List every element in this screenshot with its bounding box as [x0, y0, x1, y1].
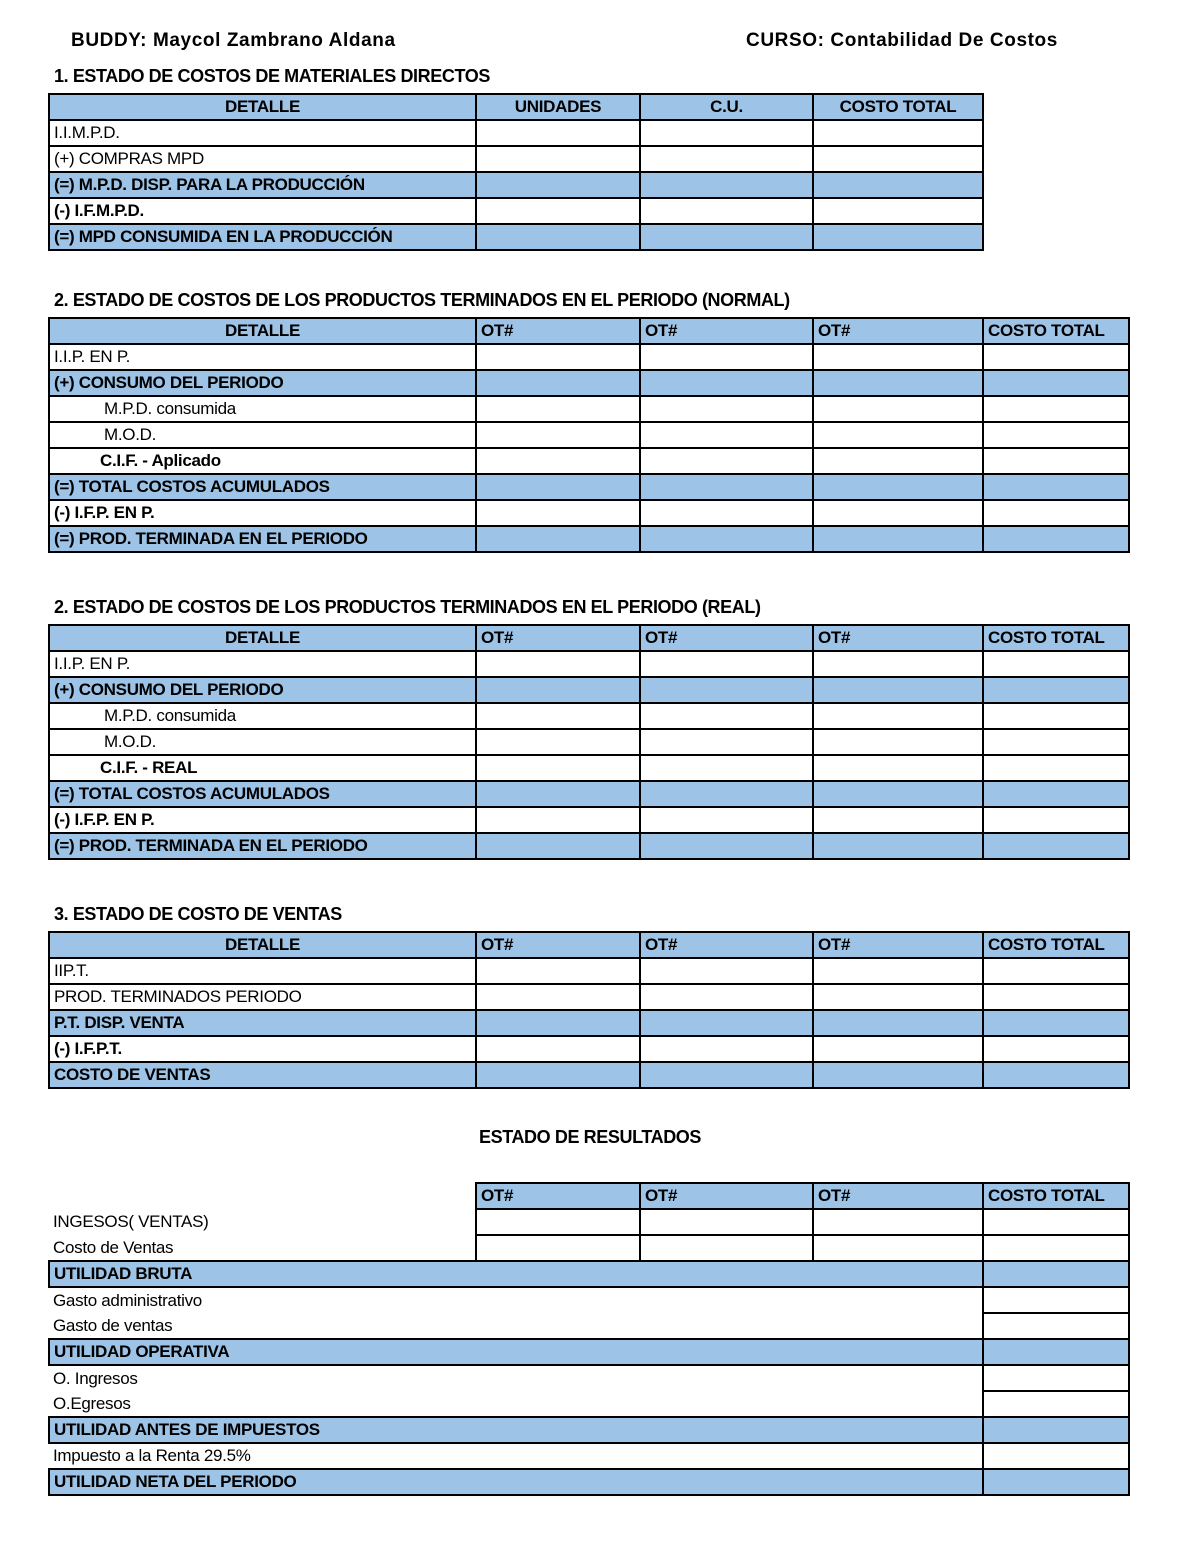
- cell[interactable]: [640, 526, 813, 552]
- cell[interactable]: [476, 146, 640, 172]
- income-statement-table: [48, 1182, 1130, 1496]
- cell[interactable]: [813, 448, 983, 474]
- cell[interactable]: [640, 344, 813, 370]
- cell[interactable]: [813, 146, 983, 172]
- table-header-row: [49, 625, 1129, 651]
- section-2-normal-title: 2. ESTADO DE COSTOS DE LOS PRODUCTOS TERMINADOS EN EL PERIODO (NORMAL): [54, 290, 790, 310]
- cell[interactable]: [476, 396, 640, 422]
- row-label: C.I.F. - REAL: [49, 755, 476, 781]
- row-label: (=) M.P.D. DISP. PARA LA PRODUCCIÓN: [49, 172, 476, 198]
- section-2-real-title: 2. ESTADO DE COSTOS DE LOS PRODUCTOS TERMINADOS EN EL PERIODO (REAL): [54, 597, 761, 617]
- table-row: [49, 172, 983, 198]
- cell[interactable]: [983, 1062, 1129, 1088]
- cell[interactable]: [640, 120, 813, 146]
- cell[interactable]: [640, 422, 813, 448]
- cost-of-sales-table: [48, 931, 1130, 1089]
- cell[interactable]: [983, 677, 1129, 703]
- cell[interactable]: [640, 677, 813, 703]
- col-header: COSTO TOTAL: [983, 1183, 1129, 1209]
- row-label: I.I.P. EN P.: [49, 344, 476, 370]
- col-header: C.U.: [640, 94, 813, 120]
- cell[interactable]: [476, 958, 640, 984]
- table-row: [49, 781, 1129, 807]
- row-label: (+) CONSUMO DEL PERIODO: [49, 677, 476, 703]
- cell[interactable]: [813, 1235, 983, 1261]
- buddy-label: BUDDY: Maycol Zambrano Aldana: [71, 30, 396, 51]
- cell[interactable]: [983, 1313, 1129, 1339]
- cell[interactable]: [476, 1209, 640, 1235]
- cell[interactable]: [813, 172, 983, 198]
- table-row: [49, 1287, 1129, 1313]
- section-1-title: 1. ESTADO DE COSTOS DE MATERIALES DIRECTOS: [54, 66, 490, 86]
- cell[interactable]: [813, 1062, 983, 1088]
- row-label: UTILIDAD BRUTA: [49, 1261, 983, 1287]
- cell[interactable]: [813, 344, 983, 370]
- table-row: [49, 651, 1129, 677]
- col-header: OT#: [640, 1183, 813, 1209]
- table-row: [49, 146, 983, 172]
- table-row: [49, 500, 1129, 526]
- cell[interactable]: [983, 833, 1129, 859]
- row-label: I.I.P. EN P.: [49, 651, 476, 677]
- cell[interactable]: [983, 1469, 1129, 1495]
- cell[interactable]: [983, 1209, 1129, 1235]
- cell[interactable]: [640, 833, 813, 859]
- cell[interactable]: [476, 781, 640, 807]
- table-row: [49, 1036, 1129, 1062]
- cell[interactable]: [983, 703, 1129, 729]
- col-header: OT#: [640, 625, 813, 651]
- row-label: INGESOS( VENTAS): [53, 1212, 209, 1231]
- cell[interactable]: [983, 1443, 1129, 1469]
- cell[interactable]: [640, 172, 813, 198]
- cell[interactable]: [640, 500, 813, 526]
- cell[interactable]: [640, 781, 813, 807]
- cell[interactable]: [983, 344, 1129, 370]
- cell[interactable]: [983, 651, 1129, 677]
- table-header-row: [49, 318, 1129, 344]
- cell[interactable]: [983, 1417, 1129, 1443]
- cell[interactable]: [813, 198, 983, 224]
- cell[interactable]: [813, 984, 983, 1010]
- table-row: [49, 370, 1129, 396]
- cell[interactable]: [813, 422, 983, 448]
- row-label: PROD. TERMINADOS PERIODO: [49, 984, 476, 1010]
- cell[interactable]: [983, 526, 1129, 552]
- table-row: [49, 958, 1129, 984]
- row-label: UTILIDAD OPERATIVA: [49, 1339, 983, 1365]
- row-label: M.P.D. consumida: [49, 703, 476, 729]
- cell[interactable]: [476, 1010, 640, 1036]
- cell[interactable]: [813, 474, 983, 500]
- table-row: [49, 833, 1129, 859]
- row-label: (-) I.F.P. EN P.: [49, 500, 476, 526]
- cell[interactable]: [476, 833, 640, 859]
- finished-goods-real-table: [48, 624, 1130, 860]
- col-header: COSTO TOTAL: [813, 94, 983, 120]
- col-header: COSTO TOTAL: [983, 318, 1129, 344]
- table-row: [49, 677, 1129, 703]
- cell[interactable]: [640, 984, 813, 1010]
- row-label: (=) TOTAL COSTOS ACUMULADOS: [49, 474, 476, 500]
- row-label: C.I.F. - Aplicado: [49, 448, 476, 474]
- table-row: [49, 422, 1129, 448]
- cell[interactable]: [983, 1365, 1129, 1391]
- cell[interactable]: [640, 755, 813, 781]
- table-row: [49, 1261, 1129, 1287]
- cell[interactable]: [640, 370, 813, 396]
- row-label: Gasto de ventas: [53, 1315, 173, 1335]
- cell[interactable]: [813, 729, 983, 755]
- blank-cell: [49, 1183, 476, 1209]
- table-row: [49, 1010, 1129, 1036]
- row-label: (-) I.F.P.T.: [49, 1036, 476, 1062]
- cell[interactable]: [983, 1339, 1129, 1365]
- row-label: (-) I.F.M.P.D.: [49, 198, 476, 224]
- table-row: [49, 1417, 1129, 1443]
- cell[interactable]: [476, 500, 640, 526]
- table-row: [49, 474, 1129, 500]
- table-row: [49, 1365, 1129, 1391]
- cell[interactable]: [476, 1235, 640, 1261]
- table-header-row: [49, 1183, 1129, 1209]
- table-row: [49, 1469, 1129, 1495]
- cell[interactable]: [983, 984, 1129, 1010]
- table-row: [49, 1391, 1129, 1417]
- cell[interactable]: [813, 958, 983, 984]
- cell[interactable]: [640, 1209, 813, 1235]
- section-3-title: 3. ESTADO DE COSTO DE VENTAS: [54, 904, 342, 924]
- row-label: (+) CONSUMO DEL PERIODO: [49, 370, 476, 396]
- cell[interactable]: [640, 474, 813, 500]
- cell[interactable]: [476, 474, 640, 500]
- row-label: P.T. DISP. VENTA: [49, 1010, 476, 1036]
- cell[interactable]: [983, 1036, 1129, 1062]
- cell[interactable]: [640, 448, 813, 474]
- row-label: (=) PROD. TERMINADA EN EL PERIODO: [49, 526, 476, 552]
- table-header-row: [49, 932, 1129, 958]
- cell[interactable]: [640, 224, 813, 250]
- cell[interactable]: [813, 396, 983, 422]
- row-label: (-) I.F.P. EN P.: [49, 807, 476, 833]
- col-header: OT#: [640, 318, 813, 344]
- row-label: COSTO DE VENTAS: [49, 1062, 476, 1088]
- cell[interactable]: [983, 807, 1129, 833]
- cell[interactable]: [640, 1062, 813, 1088]
- table-row: [49, 984, 1129, 1010]
- cell[interactable]: [983, 448, 1129, 474]
- cell[interactable]: [476, 703, 640, 729]
- cell[interactable]: [476, 651, 640, 677]
- col-header: OT#: [640, 932, 813, 958]
- cell[interactable]: [476, 370, 640, 396]
- cell[interactable]: [813, 755, 983, 781]
- cell[interactable]: [476, 172, 640, 198]
- row-label: M.O.D.: [49, 422, 476, 448]
- cell[interactable]: [813, 500, 983, 526]
- finished-goods-normal-table: [48, 317, 1130, 553]
- cell[interactable]: [476, 755, 640, 781]
- cell[interactable]: [640, 958, 813, 984]
- row-label: (=) TOTAL COSTOS ACUMULADOS: [49, 781, 476, 807]
- col-header: OT#: [476, 625, 640, 651]
- materials-cost-table: [48, 93, 984, 251]
- course-label: CURSO: Contabilidad De Costos: [746, 30, 1058, 51]
- col-header: OT#: [476, 318, 640, 344]
- cell[interactable]: [813, 526, 983, 552]
- row-label: UTILIDAD ANTES DE IMPUESTOS: [49, 1417, 983, 1443]
- cell[interactable]: [476, 224, 640, 250]
- col-header: DETALLE: [49, 94, 476, 120]
- cell[interactable]: [476, 526, 640, 552]
- cell[interactable]: [813, 1209, 983, 1235]
- table-row: [49, 755, 1129, 781]
- cell[interactable]: [983, 781, 1129, 807]
- row-label: (+) COMPRAS MPD: [49, 146, 476, 172]
- table-row: [49, 1443, 1129, 1469]
- cell[interactable]: [983, 729, 1129, 755]
- table-row: [49, 526, 1129, 552]
- cell[interactable]: [813, 833, 983, 859]
- table-row: [49, 224, 983, 250]
- col-header: COSTO TOTAL: [983, 932, 1129, 958]
- cell[interactable]: [983, 1235, 1129, 1261]
- cell[interactable]: [983, 500, 1129, 526]
- cell[interactable]: [640, 1036, 813, 1062]
- table-row: [49, 120, 983, 146]
- cell[interactable]: [813, 370, 983, 396]
- cell[interactable]: [476, 729, 640, 755]
- cell[interactable]: [640, 396, 813, 422]
- col-header: UNIDADES: [476, 94, 640, 120]
- cell[interactable]: [983, 1010, 1129, 1036]
- cell[interactable]: [983, 422, 1129, 448]
- cell[interactable]: [476, 198, 640, 224]
- col-header: OT#: [813, 932, 983, 958]
- cell[interactable]: [813, 224, 983, 250]
- cell[interactable]: [640, 729, 813, 755]
- income-statement-title: ESTADO DE RESULTADOS: [478, 1127, 701, 1147]
- row-label: Impuesto a la Renta 29.5%: [53, 1446, 251, 1465]
- row-label: (=) MPD CONSUMIDA EN LA PRODUCCIÓN: [49, 224, 476, 250]
- cell[interactable]: [476, 422, 640, 448]
- cell[interactable]: [640, 703, 813, 729]
- cell[interactable]: [476, 120, 640, 146]
- table-row: [49, 1339, 1129, 1365]
- row-label: IIP.T.: [49, 958, 476, 984]
- cell[interactable]: [983, 474, 1129, 500]
- cell[interactable]: [476, 677, 640, 703]
- cell[interactable]: [983, 958, 1129, 984]
- row-label: O.Egresos: [53, 1393, 131, 1413]
- cell[interactable]: [983, 370, 1129, 396]
- cell[interactable]: [813, 120, 983, 146]
- table-row: [49, 703, 1129, 729]
- cell[interactable]: [640, 146, 813, 172]
- cell[interactable]: [640, 1010, 813, 1036]
- col-header: OT#: [813, 318, 983, 344]
- cell[interactable]: [476, 984, 640, 1010]
- table-row: [49, 396, 1129, 422]
- table-row: [49, 198, 983, 224]
- cell[interactable]: [813, 1010, 983, 1036]
- cell[interactable]: [813, 807, 983, 833]
- row-label: M.P.D. consumida: [49, 396, 476, 422]
- cell[interactable]: [983, 755, 1129, 781]
- cell[interactable]: [983, 1391, 1129, 1417]
- table-row: [49, 1209, 1129, 1235]
- col-header: COSTO TOTAL: [983, 625, 1129, 651]
- col-header: OT#: [813, 1183, 983, 1209]
- row-label: UTILIDAD NETA DEL PERIODO: [49, 1469, 983, 1495]
- cell[interactable]: [983, 1287, 1129, 1313]
- col-header: DETALLE: [49, 625, 476, 651]
- table-row: [49, 729, 1129, 755]
- table-row: [49, 1313, 1129, 1339]
- row-label: I.I.M.P.D.: [49, 120, 476, 146]
- col-header: DETALLE: [49, 932, 476, 958]
- cell[interactable]: [983, 1261, 1129, 1287]
- cell[interactable]: [813, 1036, 983, 1062]
- row-label: Costo de Ventas: [53, 1237, 174, 1257]
- row-label: O. Ingresos: [53, 1368, 138, 1388]
- cell[interactable]: [476, 344, 640, 370]
- cell[interactable]: [476, 1036, 640, 1062]
- cell[interactable]: [640, 1235, 813, 1261]
- cell[interactable]: [640, 651, 813, 677]
- cell[interactable]: [813, 677, 983, 703]
- table-row: [49, 1062, 1129, 1088]
- table-row: [49, 448, 1129, 474]
- cell[interactable]: [640, 807, 813, 833]
- cell[interactable]: [813, 651, 983, 677]
- col-header: OT#: [813, 625, 983, 651]
- cell[interactable]: [476, 448, 640, 474]
- cell[interactable]: [476, 807, 640, 833]
- cell[interactable]: [813, 781, 983, 807]
- table-row: [49, 807, 1129, 833]
- cell[interactable]: [983, 396, 1129, 422]
- cell[interactable]: [476, 1062, 640, 1088]
- table-header-row: [49, 94, 983, 120]
- row-label: (=) PROD. TERMINADA EN EL PERIODO: [49, 833, 476, 859]
- table-row: [49, 344, 1129, 370]
- table-row: [49, 1235, 1129, 1261]
- cell[interactable]: [813, 703, 983, 729]
- cell[interactable]: [640, 198, 813, 224]
- col-header: OT#: [476, 932, 640, 958]
- col-header: OT#: [476, 1183, 640, 1209]
- row-label: Gasto administrativo: [49, 1287, 983, 1313]
- row-label: M.O.D.: [49, 729, 476, 755]
- col-header: DETALLE: [49, 318, 476, 344]
